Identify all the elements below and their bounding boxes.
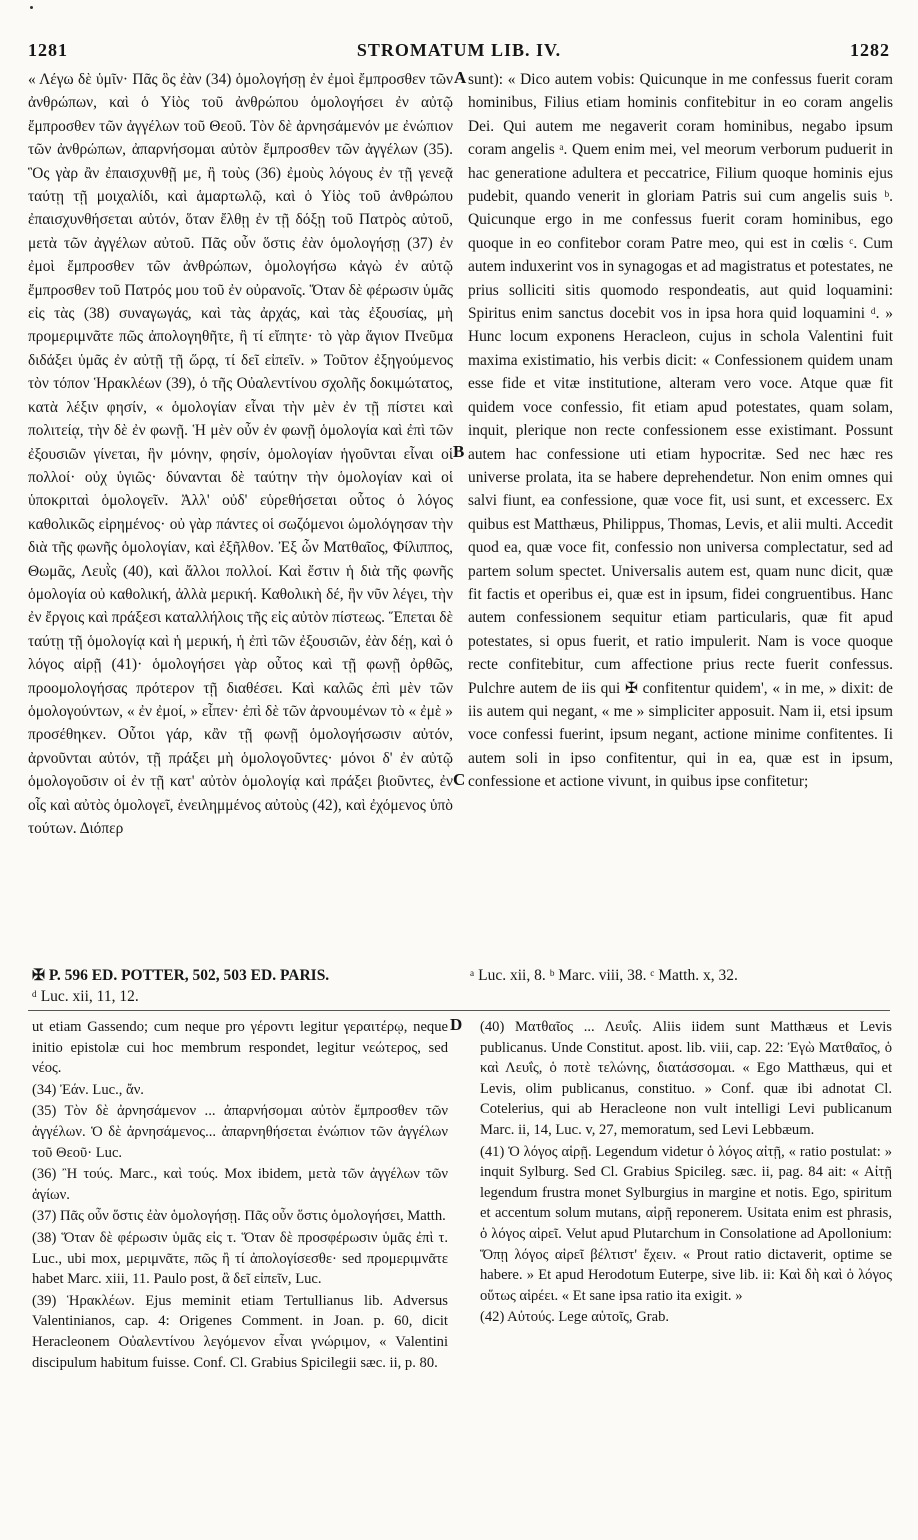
note: (42) Αὐτούς. Lege αὑτοῖς, Grab.	[480, 1309, 670, 1326]
margin-marker-c: C	[453, 770, 466, 789]
margin-marker-a: A	[454, 68, 467, 87]
note: (39) Ἡρακλέων. Ejus meminit etiam Tertullianus lib. Adversus Valentinianos, cap. 4: Origenes Comment. in Joan. p. 60, dicit Heracleonem Οὐαλεντίνου λεγόμενον εἶναι γνώριμον, « Valentini discipulum habitum fuisse. Conf. Cl. Grabius Spicilegii sæc. ii, p. 80.	[32, 1292, 448, 1371]
scripture-reference-d: ᵈ Luc. xii, 11, 12.	[32, 988, 139, 1005]
scripture-references: ᵃ Luc. xii, 8. ᵇ Marc. viii, 38. ᶜ Matth. x, 32.	[470, 967, 738, 984]
note: (40) Ματθαῖος ... Λευΐς. Aliis iidem sunt Matthæus et Levis publicanus. Unde Constitut. apost. lib. viii, cap. 22: Ἐγὼ Ματθαῖος, ὁ καὶ Λευΐς, ὁ ποτὲ τελώνης, διατάσσομαι. « Ego Matthæus, qui et Levis, olim publicanus, constituo. » Conf. quæ ibi adnotat Cl. Cotelerius, qui ab Heracleone non vult intelligi Levi publicanum Marc. ii, 14, Luc. v, 27, memoratum, sed Levi Lebbæum.	[480, 1019, 892, 1138]
edition-reference	[32, 965, 472, 1007]
note: (36) Ἢ τούς. Marc., καὶ τούς. Mox ibidem, μετὰ τῶν ἀγγέλων τῶν ἁγίων.	[32, 1166, 448, 1203]
page-number-left: 1281	[28, 40, 68, 60]
margin-marker-d: D	[450, 1015, 463, 1034]
notes-column-left	[32, 1017, 448, 1527]
running-header	[28, 30, 890, 70]
note: (35) Τὸν δὲ ἀρνησάμενον ... ἀπαρνήσομαι αὐτὸν ἔμπροσθεν τῶν ἀγγέλων. Ὁ δὲ ἀρνησάμενος... ἀπαρνηθήσεται ἐνώπιον τῶν ἀγγέλων τοῦ Θεοῦ· Luc.	[32, 1103, 448, 1161]
latin-text-column	[468, 68, 893, 958]
note: (34) Ἐάν. Luc., ἄν.	[32, 1081, 144, 1098]
note: ut etiam Gassendo; cum neque pro γέροντι legitur γεραιτέρῳ, neque initio epistolæ cui hoc membrum respondet, legitur νεώτερος, sed νέος.	[32, 1019, 448, 1077]
note: (38) Ὅταν δὲ φέρωσιν ὑμᾶς εἰς τ. Ὅταν δὲ προσφέρωσιν ὑμᾶς ἐπὶ τ. Luc., ubi mox, μεριμνᾶτε, πῶς ἢ τί ἀπολογίσεσθε· sed προμεριμνᾶτε habet Marc. xiii, 11. Paulo post, ἃ δεῖ εἰπεῖν, Luc.	[32, 1229, 448, 1288]
note: (37) Πᾶς οὖν ὅστις ἐὰν ὁμολογήσῃ. Πᾶς οὖν ὅστις ὁμολογήσει, Matth.	[32, 1208, 446, 1225]
page-dot	[30, 6, 33, 9]
page-number-right: 1282	[850, 40, 890, 60]
margin-marker-b: B	[453, 442, 465, 461]
greek-text-column	[28, 68, 453, 958]
notes-column-right	[480, 1017, 892, 1527]
running-title: STROMATUM LIB. IV.	[356, 40, 562, 60]
latin-paragraph: sunt): « Dico autem vobis: Quicunque in me confessus fuerit coram hominibus, Filius etiam hominis confitebitur in eo coram angelis Dei. Qui autem me negaverit coram hominibus, negabo ipsum coram angelis ᵃ. Quem enim mei, vel meorum verborum puduerit in hac generatione adultera et peccatrice, Filium quoque hominis ejus pudebit, quando venerit in gloriam Patris sui cum angelis suis ᵇ. Quicunque ergo in me confessus fuerit coram hominibus, ego quoque in eo confitebor coram Patre meo, qui est in cœlis ᶜ. Cum autem induxerint vos in synagogas et ad magistratus et potestates, ne prius solliciti sitis quomodo respondeatis, aut quid loquamini: Spiritus enim sanctus docebit vos in ipsa hora quid loquamini ᵈ. » Hunc locum exponens Heracleon, cujus in schola Valentini fuit maxima existimatio, his verbis dicit: « Confessionem quidem unam esse fide et vitæ institutione, alteram vero voce. Atque quæ fit quidem voce confessio, fit etiam apud potestates, quam solam, inquit, plerique non recte confessionem esse existimant. Possunt autem hac confessione uti etiam hypocritæ. Sed nec hæc res universe prolata, ita se habere deprehendetur. Non enim omnes qui salvi fiunt, ea confessione, quæ voce fit, usi sunt, et excesserc. Ex quibus est Matthæus, Philippus, Thomas, Levis, et alii multi. Accedit quod ea, quæ voce fit, confessio non universa complectatur, sed ad partem solum spectet. Universalis autem est, quam nunc dicit, quæ fit factis et operibus ei, quæ est in ipsum, fidei congruentibus. Hanc autem confessionem sequitur etiam particularis, quæ fit apud potestates, si opus fuerit, et ratio impulerit. Nam is voce quoque recte confitebitur, cum affectione prius recte fuerit confessus. Pulchre autem de iis qui ✠ confitentur quidem', « in me, » dixit: de iis autem qui negant, « me » simpliciter apposuit. Nam ii, etsi ipsum voce confessi fuerint, ipsum negant, actione minime confitentes. Ii autem soli in ipso confitentur, qui in ea, quæ est in ipsum, confessione et actione vivunt, in quibus ipse confitetur;	[468, 71, 893, 791]
edition-reference-line: ✠ P. 596 ED. POTTER, 502, 503 ED. PARIS.	[32, 967, 330, 984]
notes-divider	[28, 1010, 890, 1011]
greek-paragraph: « Λέγω δὲ ὑμῖν· Πᾶς ὃς ἐὰν (34) ὁμολογήσῃ ἐν ἐμοὶ ἔμπροσθεν τῶν ἀνθρώπων, καὶ ὁ Υἱὸς τοῦ ἀνθρώπου ὁμολογήσει ἐν αὐτῷ ἔμπροσθεν τῶν ἀγγέλων τοῦ Θεοῦ. Τὸν δὲ ἀρνησάμενόν με ἐνώπιον τῶν ἀνθρώπων, ἀπαρνήσομαι αὐτὸν ἔμπροσθεν τῶν ἀγγέλων (35). Ὃς γὰρ ἂν ἐπαισχυνθῇ με, ἢ τοὺς (36) ἐμοὺς λόγους ἐν τῇ γενεᾷ ταύτῃ τῇ μοιχαλίδι, καὶ ἁμαρτωλῷ, καὶ ὁ Υἱὸς τοῦ ἀνθρώπου ἐπαισχυνθήσεται αὐτόν, ὅταν ἔλθῃ ἐν τῇ δόξῃ τοῦ Πατρὸς αὐτοῦ, μετὰ τῶν ἀγγέλων αὐτοῦ. Πᾶς οὖν ὅστις ἐὰν ὁμολογήσῃ (37) ἐν ἐμοὶ ἔμπροσθεν τῶν ἀνθρώπων, ὁμολογήσω κἀγὼ ἐν αὐτῷ ἔμπροσθεν τοῦ Πατρός μου τοῦ ἐν οὐρανοῖς. Ὅταν δὲ φέρωσιν ὑμᾶς εἰς τὰς (38) συναγωγάς, καὶ τὰς ἀρχάς, καὶ τὰς ἐξουσίας, μὴ προμεριμνᾶτε πῶς ἀπολογηθῆτε, ἢ τί εἴπητε· τὸ γὰρ ἅγιον Πνεῦμα διδάξει ὑμᾶς ἐν αὐτῇ τῇ ὥρᾳ, τί δεῖ εἰπεῖν. » Τοῦτον ἐξηγούμενος τὸν τόπον Ἡρακλέων (39), ὁ τῆς Οὐαλεντίνου σχολῆς δοκιμώτατος, κατὰ λέξιν φησίν, « ὁμολογίαν εἶναι τὴν μὲν ἐν τῇ πίστει καὶ πολιτείᾳ, τὴν δὲ ἐν φωνῇ. Ἡ μὲν οὖν ἐν φωνῇ ὁμολογία καὶ ἐπὶ τῶν ἐξουσιῶν γίνεται, ἣν μόνην, φησίν, ὁμολογίαν ἡγοῦνται εἶναι οἱ πολλοί· οὐχ ὑγιῶς· δύνανται δὲ ταύτην τὴν ὁμολογίαν καὶ οἱ ὑποκριταὶ ὁμολογεῖν. Ἀλλ' οὐδ' εὑρεθήσεται οὗτος ὁ λόγος καθολικῶς εἰρημένος· οὐ γὰρ πάντες οἱ σωζόμενοι ὡμολόγησαν τὴν διὰ τῆς φωνῆς ὁμολογίαν, καὶ ἐξῆλθον. Ἐξ ὧν Ματθαῖος, Φίλιππος, Θωμᾶς, Λευῒς (40), καὶ ἄλλοι πολλοί. Καὶ ἔστιν ἡ διὰ τῆς φωνῆς ὁμολογία οὐ καθολική, ἀλλὰ μερική. Καθολικὴ δέ, ἣν νῦν λέγει, τὴν ἐν ἔργοις καὶ πράξεσι καταλλήλοις τῆς εἰς αὐτὸν πίστεως. Ἕπεται δὲ ταύτῃ τῇ ὁμολογίᾳ καὶ ἡ μερική, ἡ ἐπὶ τῶν ἐξουσιῶν, ἐὰν δέῃ, καὶ ὁ λόγος αἱρῇ (41)· ὁμολογήσει γὰρ οὗτος καὶ τῇ φωνῇ ὀρθῶς, προομολογήσας πρότερον τῇ διαθέσει. Καὶ καλῶς ἐπὶ μὲν τῶν ὁμολογούντων, « ἐν ἐμοί, » εἶπεν· ἐπὶ δὲ τῶν ἀρνουμένων τὸ « ἐμὲ » προσέθηκεν. Οὗτοι γάρ, κἂν τῇ φωνῇ ὁμολογήσωσιν αὐτόν, ἀρνοῦνται αὐτόν, τῇ πράξει μὴ ὁμολογοῦντες· μόνοι δ' ἐν αὐτῷ ὁμολογοῦσιν οἱ ἐν τῇ κατ' αὐτὸν ὁμολογίᾳ καὶ πράξει βιοῦντες, ἐν οἷς καὶ αὐτὸς ὁμολογεῖ, ἐνειλημμένος αὐτοὺς (42), καὶ ἐχόμενος ὑπὸ τούτων. Διόπερ	[28, 71, 453, 837]
note: (41) Ὁ λόγος αἱρῇ. Legendum videtur ὁ λόγος αἰτῇ, « ratio postulat: » inquit Sylburg. Sed Cl. Grabius Spicileg. sæc. ii, pag. 84 ait: « Αἰτῇ legendum frustra monet Sylburgius in margine et notis. Ego, spiritum et accentum solum mutans, αἱρῇ reponerem. Usitata enim est phrasis, ὁ λόγος αἱρεῖ. Velut apud Plutarchum in Consolatione ad Apollonium: Ὅπῃ λόγος αἱρεῖ βέλτιστ' ἔχειν. « Prout ratio dictaverit, optime se habere. » Et apud Herodotum Euterpe, sive lib. ii: Καὶ δὴ καὶ ὁ λόγος οὕτως αἱρέει. « Et sane ipsa ratio ita exigit. »	[480, 1143, 892, 1304]
